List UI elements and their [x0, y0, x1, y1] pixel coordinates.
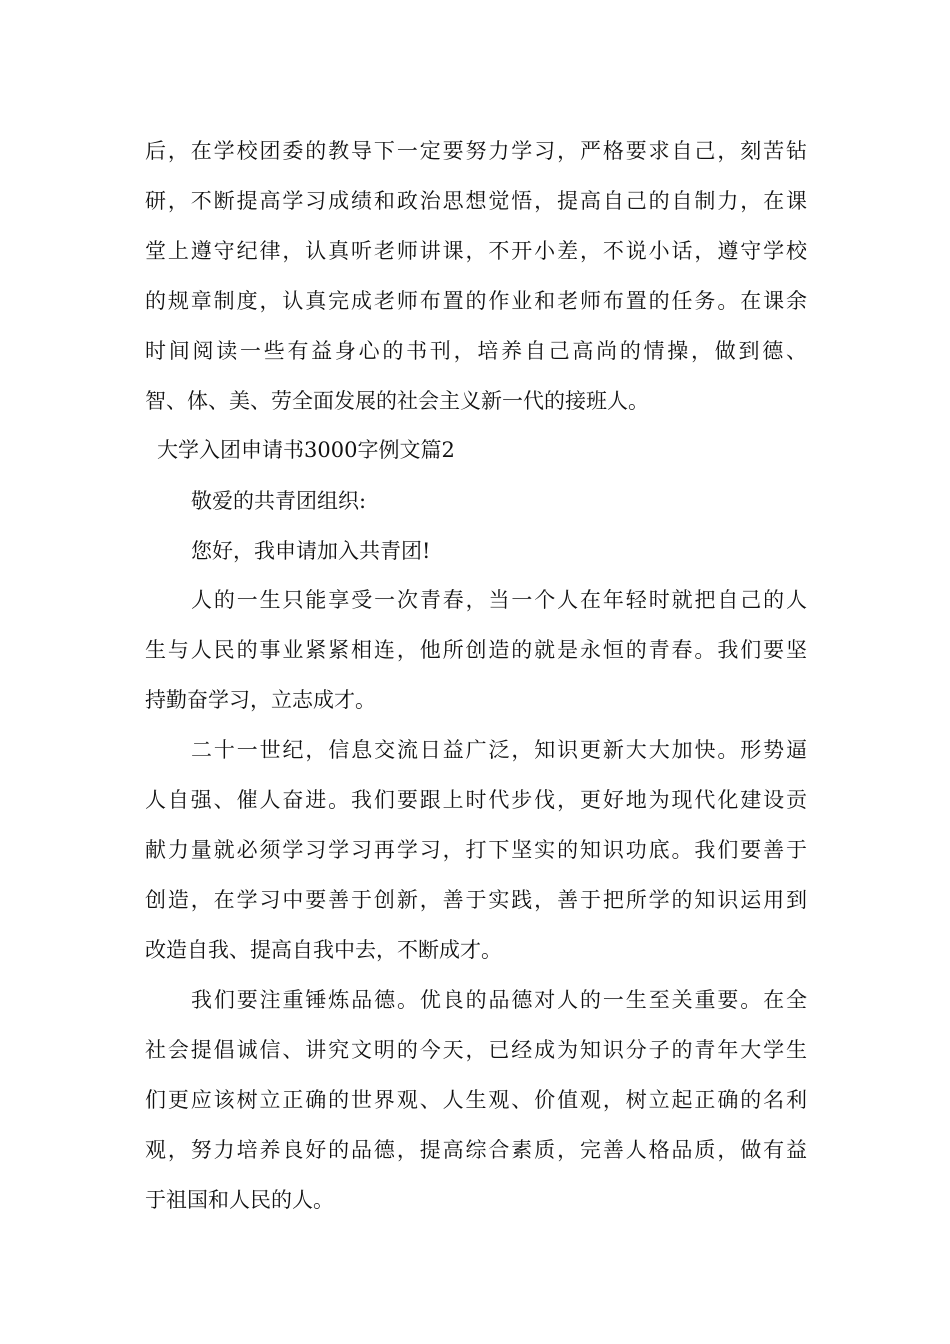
paragraph-2-line-2: 生与人民的事业紧紧相连，他所创造的就是永恒的青春。我们要坚	[145, 638, 807, 662]
paragraph-4-line-1: 我们要注重锤炼品德。优良的品德对人的一生至关重要。在全	[191, 988, 807, 1012]
salutation: 敬爱的共青团组织:	[191, 489, 367, 513]
paragraph-1-line-2: 研，不断提高学习成绩和政治思想觉悟，提高自己的自制力，在课	[145, 189, 807, 213]
section-heading: 大学入团申请书3000字例文篇2	[157, 438, 455, 462]
greeting: 您好，我申请加入共青团!	[191, 539, 431, 563]
paragraph-4-line-2: 社会提倡诚信、讲究文明的今天，已经成为知识分子的青年大学生	[145, 1038, 807, 1062]
paragraph-3-line-1: 二十一世纪，信息交流日益广泛，知识更新大大加快。形势逼	[191, 738, 807, 762]
paragraph-1-line-1: 后，在学校团委的教导下一定要努力学习，严格要求自己，刻苦钻	[145, 139, 807, 163]
paragraph-3-line-3: 献力量就必须学习学习再学习，打下坚实的知识功底。我们要善于	[145, 838, 807, 862]
paragraph-3-line-4: 创造，在学习中要善于创新，善于实践，善于把所学的知识运用到	[145, 888, 807, 912]
paragraph-1-line-3: 堂上遵守纪律，认真听老师讲课，不开小差，不说小话，遵守学校	[145, 239, 807, 263]
paragraph-1-line-4: 的规章制度，认真完成老师布置的作业和老师布置的任务。在课余	[145, 289, 807, 313]
paragraph-1-line-5: 时间阅读一些有益身心的书刊，培养自己高尚的情操，做到德、	[145, 339, 807, 363]
paragraph-3-line-2: 人自强、催人奋进。我们要跟上时代步伐，更好地为现代化建设贡	[145, 788, 807, 812]
paragraph-4-line-3: 们更应该树立正确的世界观、人生观、价值观，树立起正确的名利	[145, 1088, 807, 1112]
paragraph-1-line-6: 智、体、美、劳全面发展的社会主义新一代的接班人。	[145, 389, 649, 413]
paragraph-4-line-5: 于祖国和人民的人。	[145, 1188, 334, 1212]
paragraph-2-line-1: 人的一生只能享受一次青春，当一个人在年轻时就把自己的人	[191, 588, 807, 612]
paragraph-4-line-4: 观，努力培养良好的品德，提高综合素质，完善人格品质，做有益	[145, 1138, 807, 1162]
paragraph-2-line-3: 持勤奋学习，立志成才。	[145, 688, 376, 712]
paragraph-3-line-5: 改造自我、提高自我中去，不断成才。	[145, 938, 502, 962]
